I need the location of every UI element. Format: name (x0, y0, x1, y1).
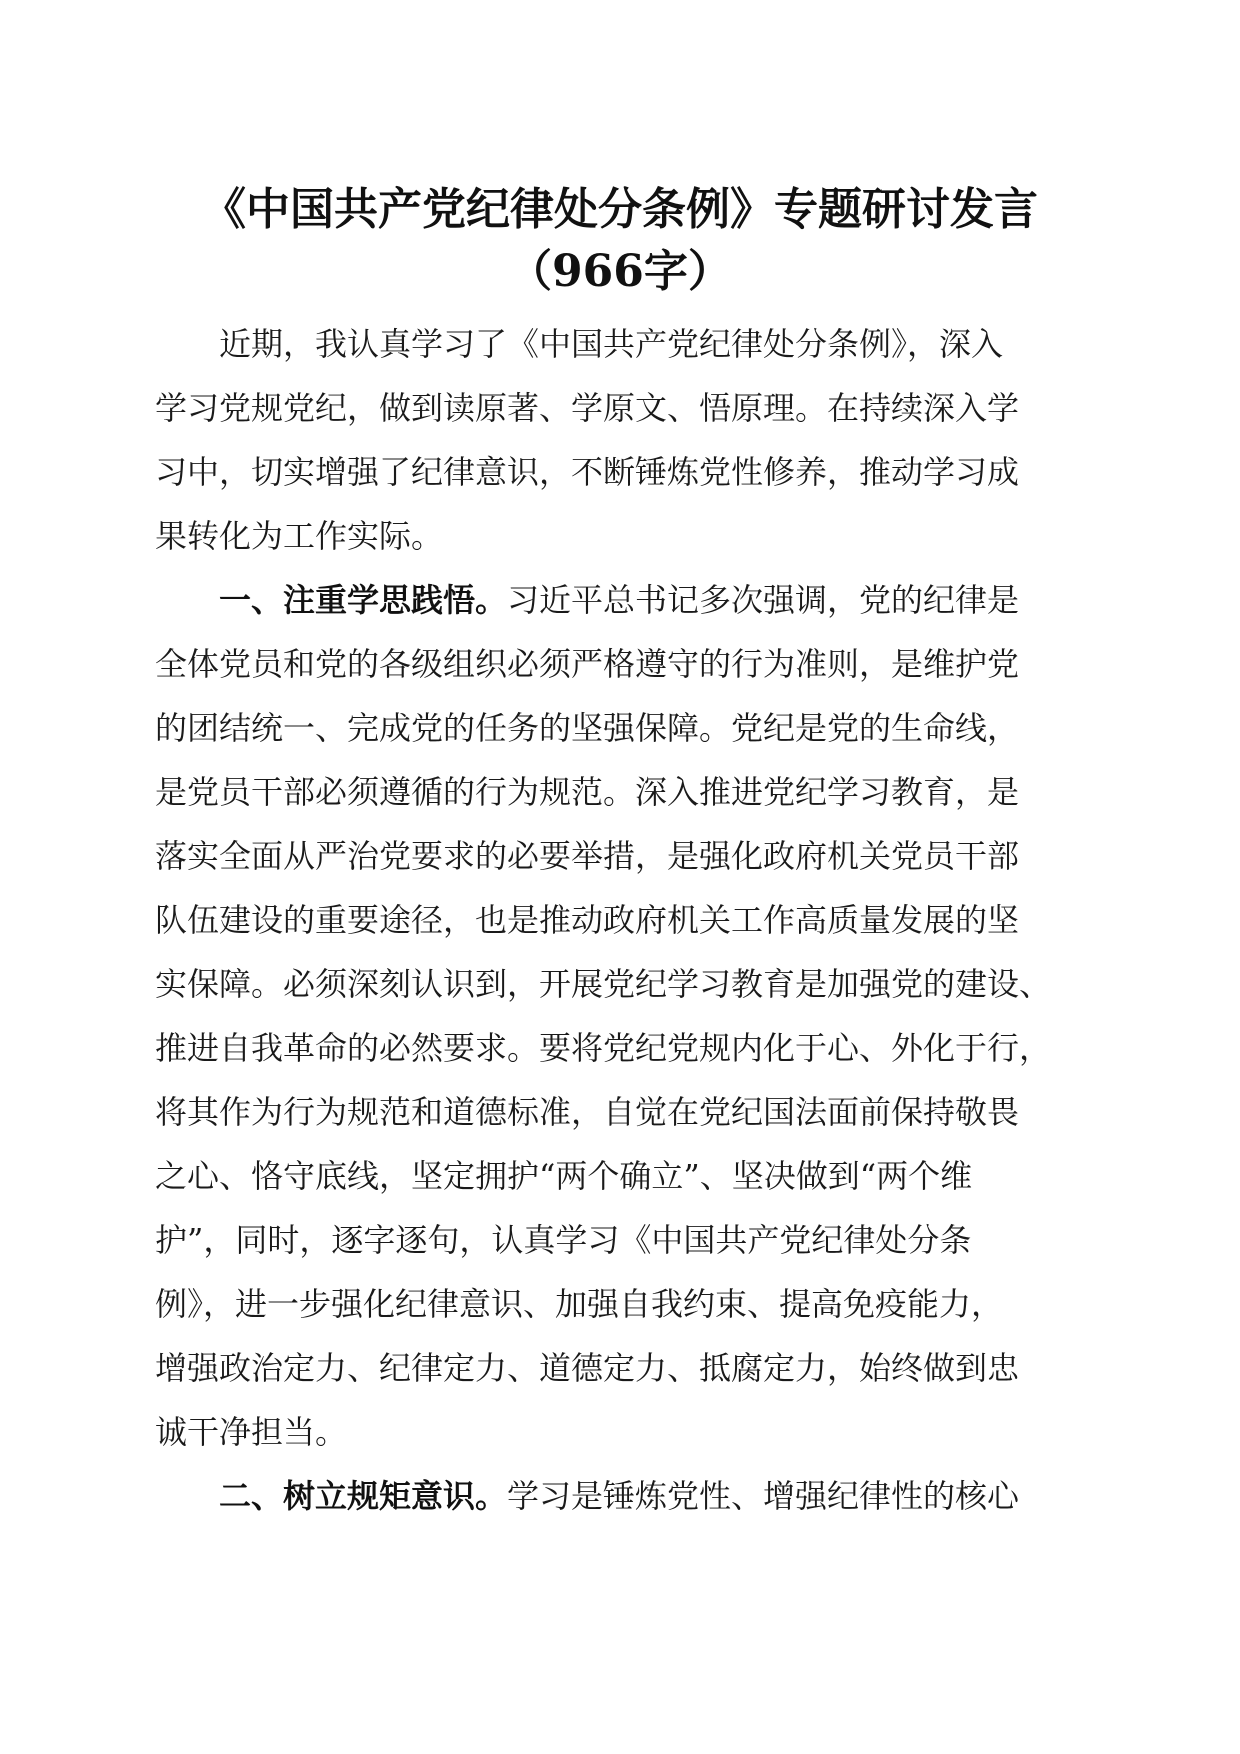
document-subtitle: （966字） (508, 246, 732, 297)
paragraph-line: 学习党规党纪，做到读原著、学原文、悟原理。在持续深入学 (155, 389, 1020, 427)
paragraph-line: 之心、恪守底线，坚定拥护“两个确立”、坚决做到“两个维 (155, 1157, 973, 1195)
paragraph-text: 习近平总书记多次强调，党的纪律是 (507, 581, 1020, 619)
section-first-line (219, 578, 1019, 622)
paragraph-line: 是党员干部必须遵循的行为规范。深入推进党纪学习教育，是 (155, 773, 1020, 811)
section-first-line (219, 1474, 1019, 1518)
paragraph-line: 护”，同时，逐字逐句，认真学习《中国共产党纪律处分条 (155, 1221, 972, 1259)
paragraph-line: 队伍建设的重要途径，也是推动政府机关工作高质量发展的坚 (155, 901, 1020, 939)
paragraph-line: 的团结统一、完成党的任务的坚强保障。党纪是党的生命线， (155, 709, 1020, 747)
document-title: 《中国共产党纪律处分条例》专题研讨发言 (202, 184, 1038, 235)
paragraph-line: 全体党员和党的各级组织必须严格遵守的行为准则，是维护党 (155, 645, 1020, 683)
paragraph-text: 学习是锤炼党性、增强纪律性的核心 (507, 1477, 1020, 1515)
paragraph-line: 实保障。必须深刻认识到，开展党纪学习教育是加强党的建设、 (155, 965, 1052, 1003)
section-heading: 一、注重学思践悟。 (219, 581, 508, 619)
paragraph-line: 推进自我革命的必然要求。要将党纪党规内化于心、外化于行， (155, 1029, 1052, 1067)
paragraph-line: 例》，进一步强化纪律意识、加强自我约束、提高免疫能力， (155, 1285, 1004, 1323)
paragraph-line: 近期，我认真学习了《中国共产党纪律处分条例》，深入 (219, 325, 1004, 363)
paragraph-line: 果转化为工作实际。 (155, 517, 444, 555)
section-heading: 二、树立规矩意识。 (219, 1477, 508, 1515)
paragraph-line: 增强政治定力、纪律定力、道德定力、抵腐定力，始终做到忠 (155, 1349, 1020, 1387)
paragraph-line: 诚干净担当。 (155, 1413, 348, 1451)
paragraph-line: 习中，切实增强了纪律意识，不断锤炼党性修养，推动学习成 (155, 453, 1020, 491)
paragraph-line: 落实全面从严治党要求的必要举措，是强化政府机关党员干部 (155, 837, 1020, 875)
paragraph-line: 将其作为行为规范和道德标准，自觉在党纪国法面前保持敬畏 (155, 1093, 1020, 1131)
